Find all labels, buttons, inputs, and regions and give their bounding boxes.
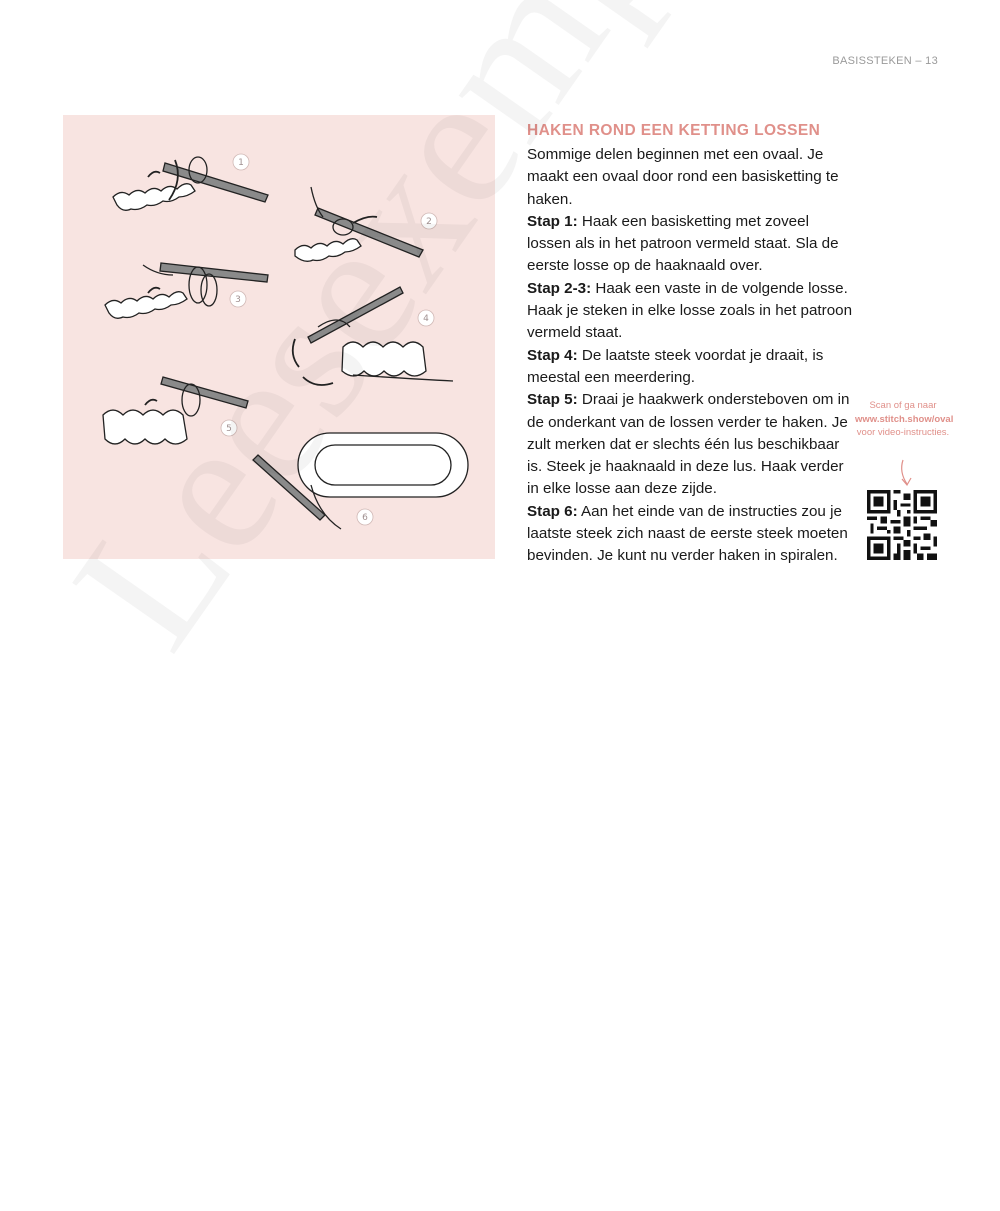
step-6-text: Aan het einde van de instructies zou je laatste steek zich naast de eerste steek moeten bevinden. Je kunt nu verder haken in spiralen. — [527, 502, 848, 565]
video-note — [855, 399, 954, 440]
arrow-down-icon — [897, 458, 917, 488]
step-4-text: De laatste steek voordat je draait, is meestal een meerdering. — [527, 346, 824, 386]
running-head: BASISSTEKEN – 13 — [832, 55, 938, 67]
step-6 — [527, 501, 857, 568]
step-1-label: Stap 1: — [527, 212, 578, 230]
step-2-3-label: Stap 2-3: — [527, 279, 592, 297]
step2-figure — [295, 187, 423, 261]
video-url-link[interactable]: www.stitch.show/oval — [855, 413, 954, 425]
step-5-label: Stap 5: — [527, 391, 578, 409]
video-note-prefix: Scan of ga naar — [869, 400, 937, 411]
step4-figure — [293, 287, 453, 385]
qr-code-icon[interactable] — [867, 490, 937, 560]
crochet-illustration — [63, 115, 495, 559]
step-number-1: 1 — [238, 158, 244, 168]
step-number-5: 5 — [226, 424, 232, 434]
step3-figure — [105, 263, 268, 318]
crochet-steps-drawing — [63, 115, 495, 559]
article-title: HAKEN ROND EEN KETTING LOSSEN — [527, 122, 821, 139]
step-4 — [527, 345, 857, 390]
article-intro: Sommige delen beginnen met een ovaal. Je maakt een ovaal door rond een basisketting te haken. — [527, 146, 839, 208]
step-4-label: Stap 4: — [527, 346, 578, 364]
step-2-3 — [527, 278, 857, 345]
step-number-4: 4 — [423, 314, 429, 324]
step-5 — [527, 389, 857, 500]
step-number-3: 3 — [235, 295, 241, 305]
step-1-text: Haak een basisketting met zoveel lossen als in het patroon vermeld staat. Sla de eerste losse op de haaknaald over. — [527, 212, 839, 275]
step-6-label: Stap 6: — [527, 502, 578, 520]
step-number-2: 2 — [426, 217, 432, 227]
step-5-text: Draai je haakwerk ondersteboven om in de onderkant van de lossen verder te haken. Je zult merken dat er slechts één lus beschikbaar is. Steek je haaknaald in deze lus. Haak verder in elke losse aan deze zijde. — [527, 391, 850, 498]
article — [527, 120, 857, 568]
step-number-6: 6 — [362, 513, 368, 523]
step-1 — [527, 211, 857, 278]
step-2-3-text: Haak een vaste in de volgende losse. Haak je steken in elke losse zoals in het patroon vermeld staat. — [527, 279, 853, 342]
video-note-suffix: voor video-instructies. — [856, 427, 950, 438]
